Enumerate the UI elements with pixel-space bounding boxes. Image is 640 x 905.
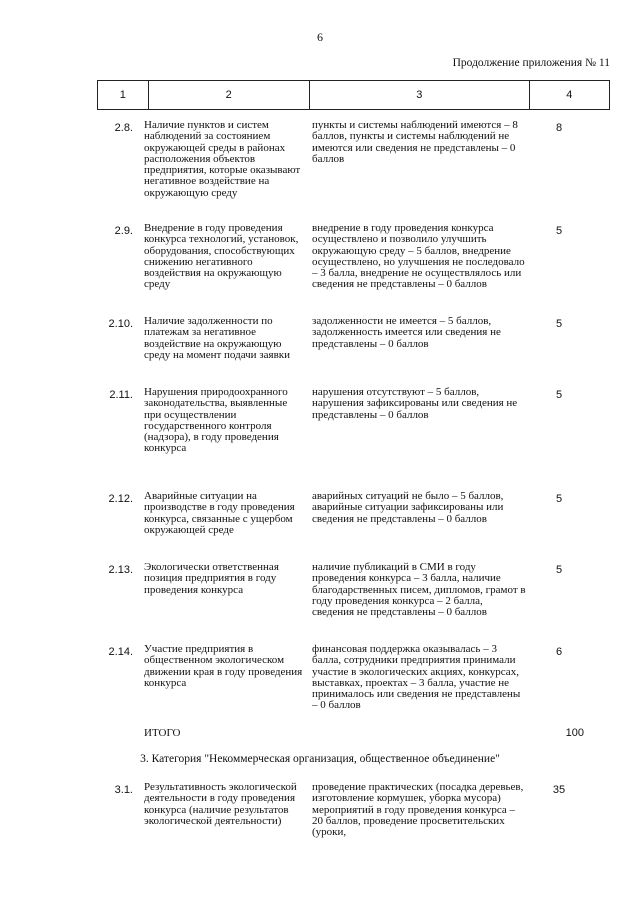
- category-heading: 3. Категория "Некоммерческая организация, общественное объединение": [140, 753, 500, 765]
- row-number: 2.11.: [109, 389, 133, 401]
- total-label: ИТОГО: [144, 727, 181, 739]
- criterion-text: Наличие пунктов и систем наблюдений за состоянием окружающей среды в районах расположения объектов предприятия, которые оказывают негативное воздействие на окружающую среду: [144, 119, 301, 199]
- page-number: 6: [317, 30, 323, 44]
- criterion-text: Экологически ответственная позиция предприятия в году проведения конкурса: [144, 561, 279, 596]
- row-number: 2.13.: [108, 564, 133, 576]
- scoring-description: наличие публикаций в СМИ в году проведения конкурса – 3 балла, наличие благодарственных писем, дипломов, грамот в году проведения конкурса – 2 балла, сведения не представлены – 0 баллов: [312, 561, 526, 619]
- criterion-text: Результативность экологической деятельности в году проведения конкурса (наличие результатов экологической деятельности): [144, 781, 297, 827]
- continuation-header: Продолжение приложения № 11: [452, 57, 610, 69]
- criterion-text: Аварийные ситуации на производстве в году проведения конкурса, связанные с ущербом окружающей среде: [144, 490, 295, 536]
- scoring-description: финансовая поддержка оказывалась – 3 балла, сотрудники предприятия принимали участие в экологических акциях, конкурсах, выставках, проектах – 3 балла, участие не принималось или сведения не представлены – 0 баллов: [312, 643, 521, 712]
- criterion-text: Внедрение в году проведения конкурса технологий, установок, оборудования, способствующих снижению негативного воздействия на окружающую среду: [144, 222, 299, 291]
- criterion-text: Наличие задолженности по платежам за негативное воздействие на окружающую среду на момент подачи заявки: [144, 315, 291, 361]
- row-number: 2.9.: [114, 225, 133, 237]
- max-score: 5: [555, 318, 563, 330]
- criterion-text: Участие предприятия в общественном экологическом движении края в году проведения конкурса: [144, 643, 303, 689]
- column-header-1: 1: [98, 81, 149, 110]
- max-score: 8: [555, 122, 563, 134]
- total-value: 100: [565, 727, 584, 739]
- criterion-text: Нарушения природоохранного законодательства, выявленные при осуществлении государственного контроля (надзора), в году проведения конкурса: [144, 386, 288, 455]
- column-header-4: 4: [529, 81, 609, 110]
- max-score: 5: [555, 564, 563, 576]
- max-score: 5: [555, 493, 563, 505]
- row-number: 2.12.: [108, 493, 133, 505]
- max-score: 35: [552, 784, 566, 796]
- scoring-description: аварийных ситуаций не было – 5 баллов, аварийные ситуации зафиксированы или сведения не представлены – 0 баллов: [312, 490, 504, 525]
- row-number: 2.10.: [108, 318, 133, 330]
- max-score: 5: [555, 225, 563, 237]
- row-number: 2.14.: [108, 646, 133, 658]
- column-header-3: 3: [309, 81, 529, 110]
- row-number: 3.1.: [114, 784, 133, 796]
- max-score: 5: [555, 389, 563, 401]
- max-score: 6: [555, 646, 563, 658]
- scoring-description: задолженности не имеется – 5 баллов, задолженность имеется или сведения не представлены – 0 баллов: [312, 315, 501, 350]
- scoring-description: пункты и системы наблюдений имеются – 8 баллов, пункты и системы наблюдений не имеются или сведения не представлены – 0 баллов: [312, 119, 518, 165]
- row-number: 2.8.: [114, 122, 133, 134]
- scoring-description: нарушения отсутствуют – 5 баллов, нарушения зафиксированы или сведения не представлены – 0 баллов: [312, 386, 518, 421]
- scoring-description: проведение практических (посадка деревьев, изготовление кормушек, уборка мусора) мероприятий в году проведения конкурса – 20 баллов, проведение просветительских (уроки,: [312, 781, 524, 839]
- scoring-description: внедрение в году проведения конкурса осуществлено и позволило улучшить окружающую среду – 5 баллов, внедрение осуществлено, но улучшения не последовало – 3 балла, внедрение не осуществлялось или сведения не представлены – 0 баллов: [312, 222, 525, 291]
- column-header-2: 2: [148, 81, 309, 110]
